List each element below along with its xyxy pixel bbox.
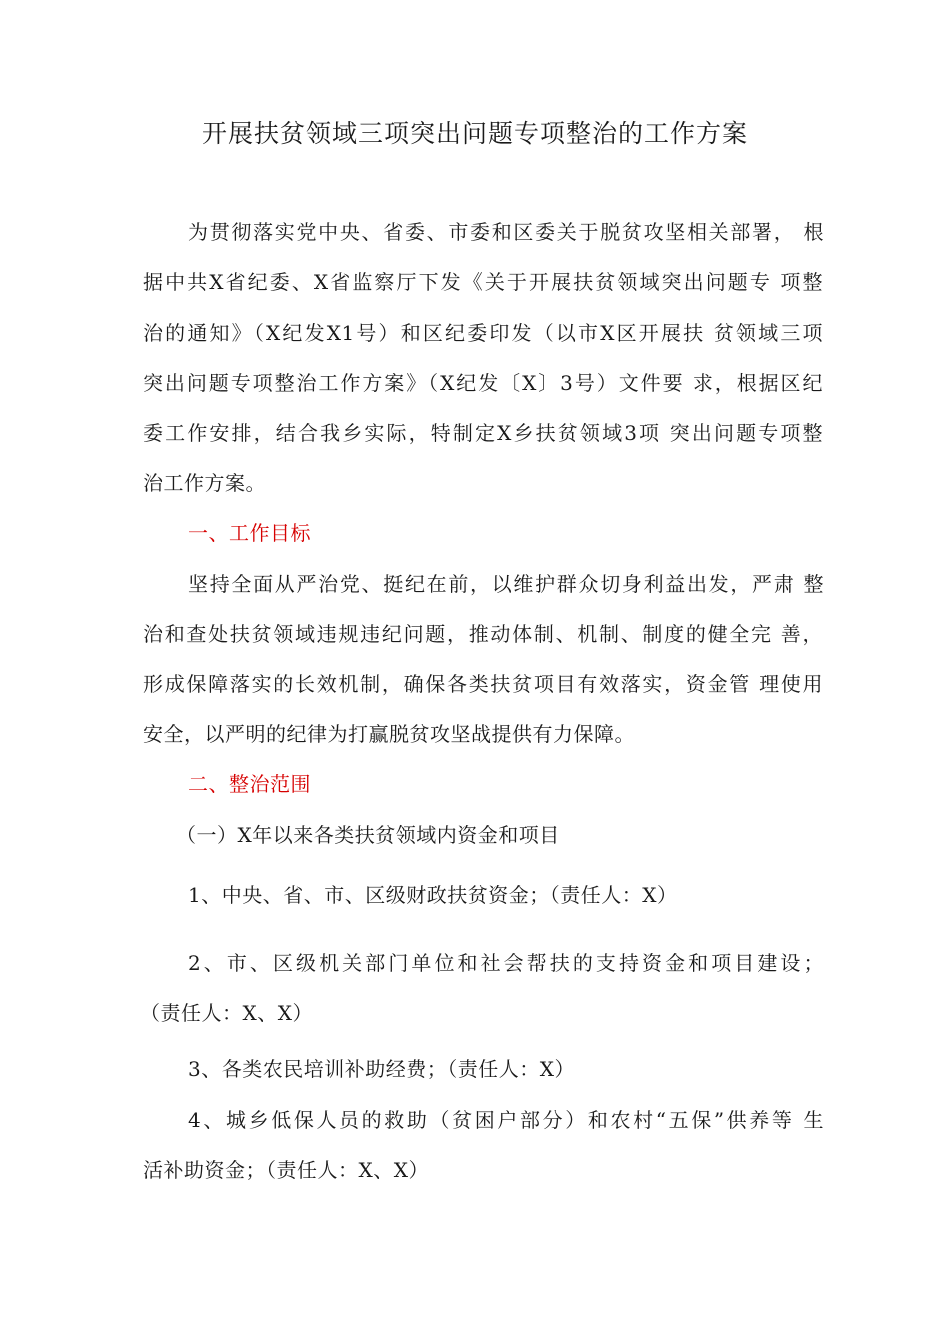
subheading: （一）X年以来各类扶贫领域内资金和项目 — [176, 823, 560, 847]
list-item: 3、各类农民培训补助经费；（责任人：X） — [188, 1057, 575, 1081]
paragraph-line: 安全，以严明的纪律为打赢脱贫攻坚战提供有力保障。 — [143, 722, 635, 746]
paragraph-line: 突出问题专项整治工作方案》（X纪发〔X〕3号）文件要 求，根据区纪 — [143, 371, 823, 395]
paragraph-line: 形成保障落实的长效机制，确保各类扶贫项目有效落实，资金管 理使用 — [143, 672, 823, 696]
list-item: 1、中央、省、市、区级财政扶贫资金；（责任人：X） — [188, 883, 678, 907]
list-item: 2、市、区级机关部门单位和社会帮扶的支持资金和项目建设； — [188, 951, 824, 975]
paragraph-line: 据中共X省纪委、X省监察厅下发《关于开展扶贫领域突出问题专 项整 — [143, 270, 823, 294]
list-item-continuation: （责任人：X、X） — [140, 1001, 313, 1025]
paragraph-line: 委工作安排，结合我乡实际，特制定X乡扶贫领域3项 突出问题专项整 — [143, 421, 823, 445]
paragraph-line: 治和查处扶贫领域违规违纪问题，推动体制、机制、制度的健全完 善， — [143, 622, 823, 646]
list-item: 4、城乡低保人员的救助（贫困户部分）和农村“五保”供养等 生 — [188, 1108, 824, 1132]
section-heading: 一、工作目标 — [188, 521, 311, 545]
section-heading: 二、整治范围 — [188, 772, 311, 796]
paragraph-line: 治的通知》（X纪发X1号）和区纪委印发（以市X区开展扶 贫领域三项 — [143, 321, 823, 345]
paragraph-line: 治工作方案。 — [143, 471, 266, 495]
document-title: 开展扶贫领域三项突出问题专项整治的工作方案 — [201, 119, 748, 148]
paragraph-line: 为贯彻落实党中央、省委、市委和区委关于脱贫攻坚相关部署， 根 — [188, 220, 824, 244]
list-item-continuation: 活补助资金；（责任人：X、X） — [143, 1158, 429, 1182]
paragraph-line: 坚持全面从严治党、挺纪在前，以维护群众切身利益出发，严肃 整 — [188, 572, 824, 596]
